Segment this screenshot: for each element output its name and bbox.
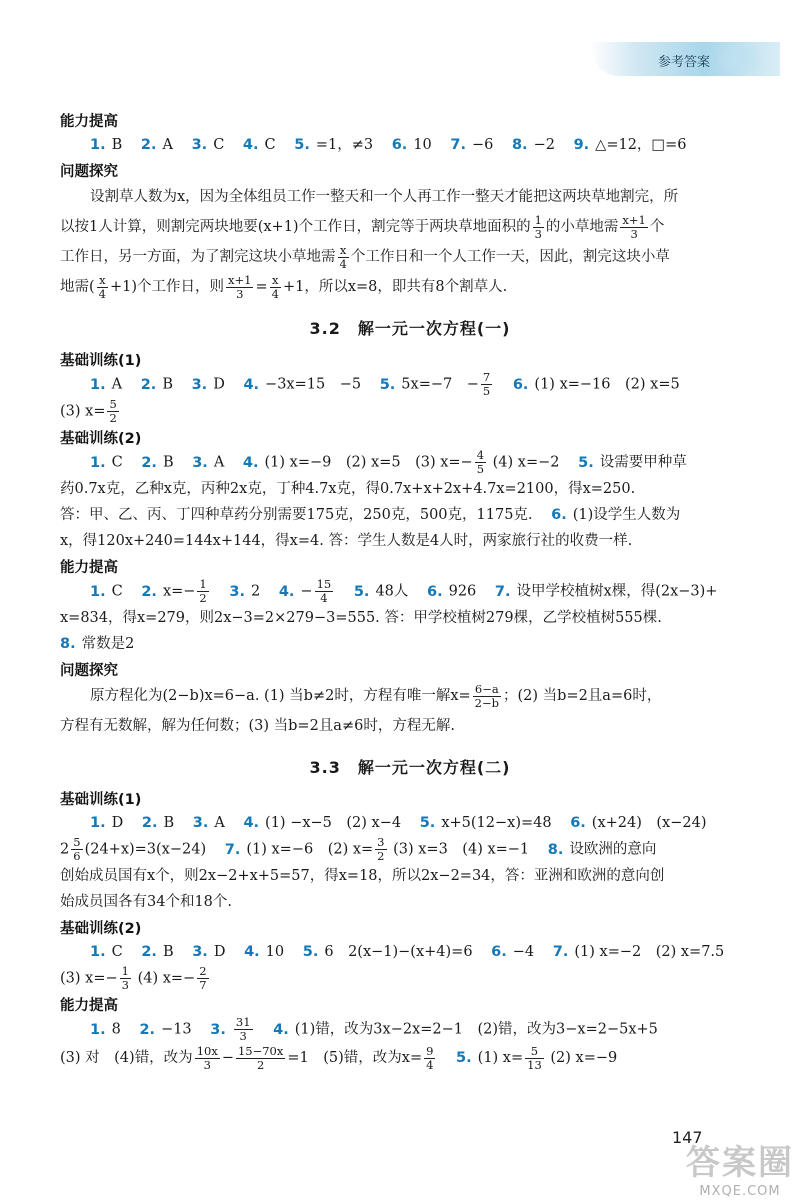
- heading-ability: 能力提高: [60, 998, 118, 1014]
- answer-line: 1. D 2. B 3. A 4. (1) −x−5 (2) x−4 5. x+5(12−x)=48 6. (x+24) (x−24): [90, 815, 707, 831]
- watermark-url: MXQE.COM: [699, 1184, 781, 1199]
- answer-line: (3) x= $\frac{5}{2}$: [60, 397, 117, 425]
- explore-text: 设割草人数为x，因为全体组员工作一整天和一个人再工作一整天才能把这两块草地割完，所: [90, 189, 679, 205]
- answer-line: 2 $\frac{5}{6}$ (24+x)=3(x−24) 7. (1) x=−6 (2) x= $\frac{3}{2}$ (3) x=3 (4) x=−1 8. 设欧洲的意向: [60, 835, 657, 863]
- explore-text: 以按1人计算，则割完两块地要(x+1)个工作日，割完等于两块草地面积的 $\frac{1}{3}$ 的小草地需 $\frac{x+1}{3}$ 个: [60, 212, 665, 241]
- answer-line: 1. B 2. A 3. C 4. C 5. =1，≠3 6. 10 7. −6 8. −2 9. △=12，□=6: [90, 137, 687, 153]
- heading-explore: 问题探究: [60, 663, 118, 679]
- answer-line: 1. C 2. B 3. D 4. 10 5. 6 2(x−1)−(x+4)=6 6. −4 7. (1) x=−2 (2) x=7.5: [90, 944, 725, 960]
- answer-line: 1. 8 2. −13 3. $\frac{31}{3}$ 4. (1)错，改为3x−2x=2−1 (2)错，改为3−x=2−5x+5: [90, 1015, 658, 1043]
- answer-line: (3) x=− $\frac{1}{3}$ (4) x=− $\frac{2}{7}$: [60, 964, 207, 992]
- heading-basic-2: 基础训练(2): [60, 921, 142, 937]
- answer-line: 1. A 2. B 3. D 4. −3x=15 −5 5. 5x=−7 − $\frac{7}{5}$ 6. (1) x=−16 (2) x=5: [90, 370, 680, 398]
- explore-text: 方程有无数解，解为任何数；(3) 当b=2且a≠6时，方程无解.: [60, 718, 455, 734]
- answer-line: (3) 对 (4)错，改为 $\frac{10x}{3}$ − $\frac{15-70x}{2}$ =1 (5)错，改为x= $\frac{9}{4}$ 5. (1) x= $\frac{5}{13}$ (2) x=−9: [60, 1043, 618, 1072]
- answer-line: 1. C 2. x=− $\frac{1}{2}$ 3. 2 4. − $\frac{15}{4}$ 5. 48人 6. 926 7. 设甲学校植树x棵，得(2x−3)+: [90, 577, 718, 605]
- explore-text: 原方程化为(2−b)x=6−a. (1) 当b≠2时，方程有唯一解x= $\frac{6-a}{2-b}$ ；(2) 当b=2且a=6时，: [90, 681, 662, 710]
- page-number: 147: [672, 1128, 703, 1147]
- watermark-text: 答案圈: [686, 1143, 794, 1183]
- answer-line: x=834，得x=279，则2x−3=2×279−3=555. 答：甲学校植树279棵，乙学校植树555棵.: [60, 610, 662, 626]
- answer-line: 1. C 2. B 3. A 4. (1) x=−9 (2) x=5 (3) x=− $\frac{4}{5}$ (4) x=−2 5. 设需要甲种草: [90, 448, 687, 476]
- answer-content: [60, 108, 760, 1073]
- section-title: 3.3 解一元一次方程(二): [309, 758, 511, 777]
- header-decoration: [716, 46, 772, 72]
- heading-ability: 能力提高: [60, 560, 118, 576]
- heading-basic-2: 基础训练(2): [60, 431, 142, 447]
- heading-ability: 能力提高: [60, 114, 118, 130]
- explore-text: 工作日，另一方面，为了割完这块小草地需 $\frac{x}{4}$ 个工作日和一个人工作一天，因此，割完这块小草: [60, 242, 670, 271]
- heading-basic-1: 基础训练(1): [60, 792, 142, 808]
- heading-basic-1: 基础训练(1): [60, 353, 142, 369]
- answer-line: 药0.7x克，乙种x克，丙种2x克，丁种4.7x克，得0.7x+x+2x+4.7x=2100，得x=250.: [60, 481, 636, 497]
- answer-line: x，得120x+240=144x+144，得x=4. 答：学生人数是4人时，两家旅行社的收费一样.: [60, 533, 633, 549]
- watermark-logo: [686, 1135, 794, 1199]
- heading-explore: 问题探究: [60, 164, 118, 180]
- header-tab: [590, 42, 780, 76]
- answer-line: 创始成员国有x个，则2x−2+x+5=57，得x=18，所以2x−2=34，答：亚洲和欧洲的意向创: [60, 868, 665, 884]
- answer-line: 始成员国各有34个和18个.: [60, 894, 233, 910]
- header-label: 参考答案: [657, 55, 710, 70]
- section-title: 3.2 解一元一次方程(一): [309, 319, 511, 338]
- explore-text: 地需( $\frac{x}{4}$ +1)个工作日，则 $\frac{x+1}{3}$ = $\frac{x}{4}$ +1，所以x=8，即共有8个割草人.: [60, 272, 508, 301]
- answer-line: 答：甲、乙、丙、丁四种草药分别需要175克，250克，500克，1175克. 6. (1)设学生人数为: [60, 507, 681, 523]
- answer-line: 8. 常数是2: [60, 636, 135, 652]
